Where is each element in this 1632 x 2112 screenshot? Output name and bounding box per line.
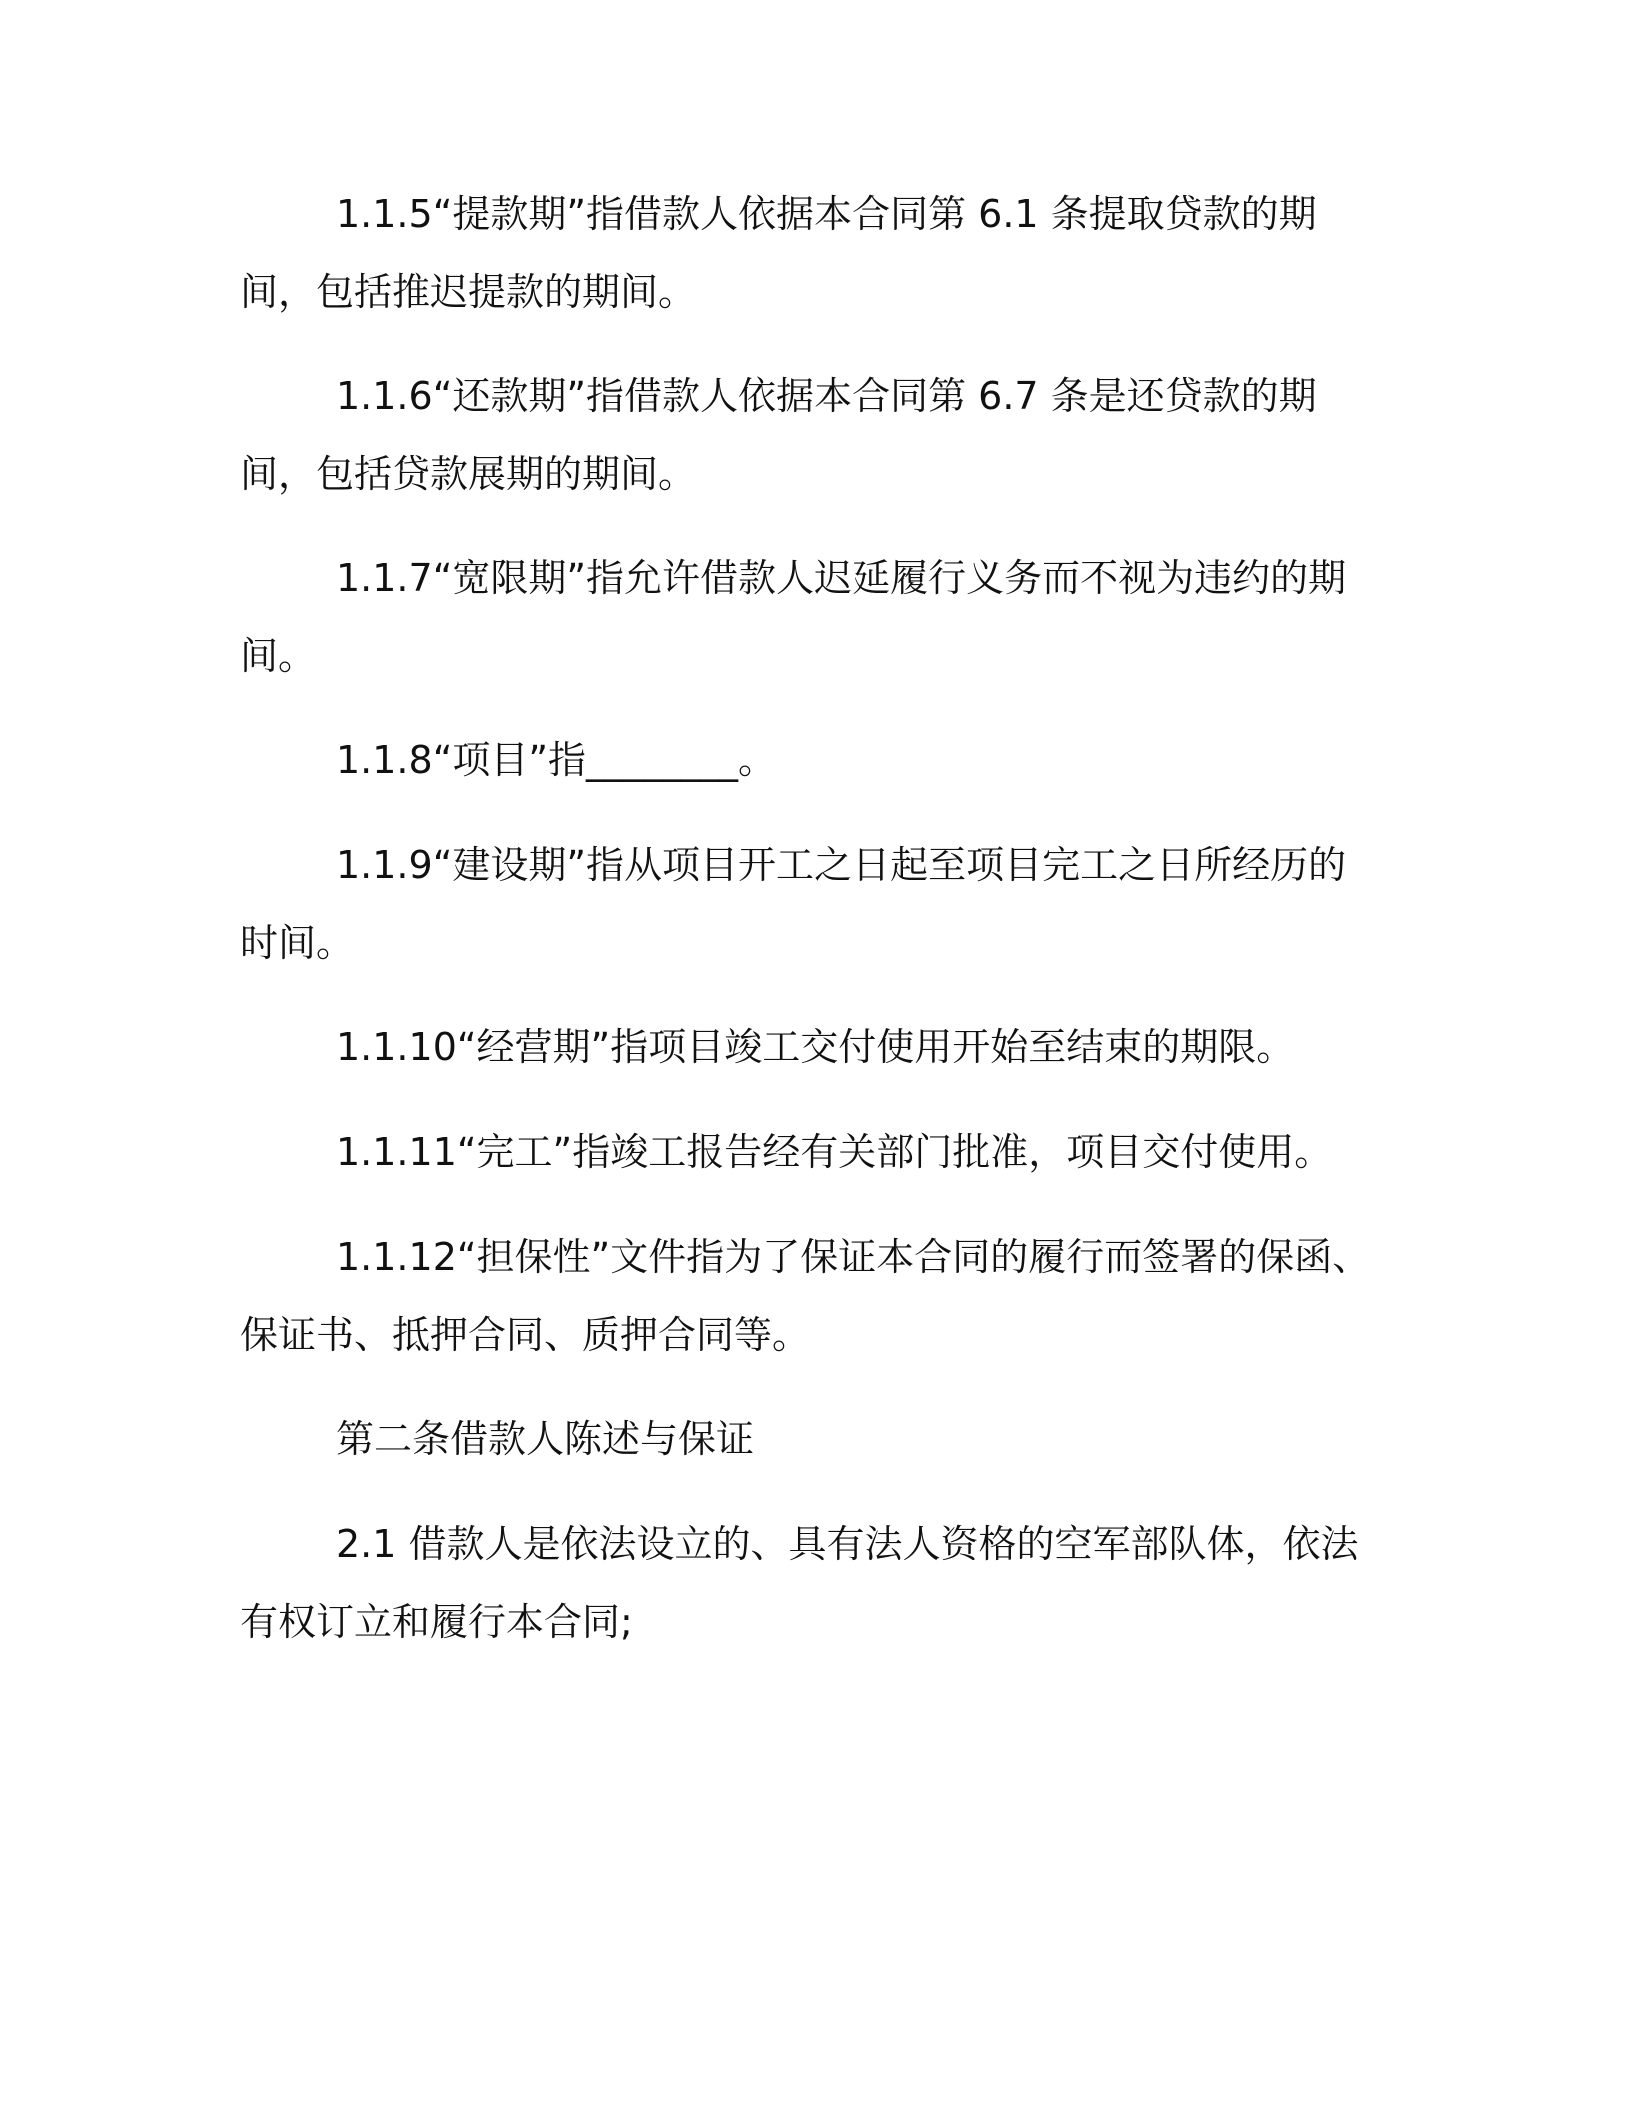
clause-1-1-5: 1.1.5“提款期”指借款人依据本合同第 6.1 条提取贷款的期间，包括推迟提款的期间。 — [240, 192, 1317, 314]
clause-1-1-7: 1.1.7“宽限期”指允许借款人迟延履行义务而不视为违约的期间。 — [240, 556, 1347, 678]
clause-1-1-6: 1.1.6“还款期”指借款人依据本合同第 6.7 条是还贷款的期间，包括贷款展期的期间。 — [240, 374, 1317, 496]
clause-1-1-8: 1.1.8“项目”指________。 — [336, 738, 777, 782]
clause-1-1-10: 1.1.10“经营期”指项目竣工交付使用开始至结束的期限。 — [336, 1025, 1295, 1069]
article-2-heading: 第二条借款人陈述与保证 — [336, 1417, 755, 1461]
clause-1-1-12: 1.1.12“担保性”文件指为了保证本合同的履行而签署的保函、保证书、抵押合同、质押合同等。 — [240, 1235, 1371, 1357]
clause-2-1: 2.1 借款人是依法设立的、具有法人资格的空军部队体，依法有权订立和履行本合同; — [240, 1522, 1359, 1644]
clause-1-1-9: 1.1.9“建设期”指从项目开工之日起至项目完工之日所经历的时间。 — [240, 843, 1347, 965]
clause-1-1-11: 1.1.11“完工”指竣工报告经有关部门批准，项目交付使用。 — [336, 1130, 1333, 1174]
